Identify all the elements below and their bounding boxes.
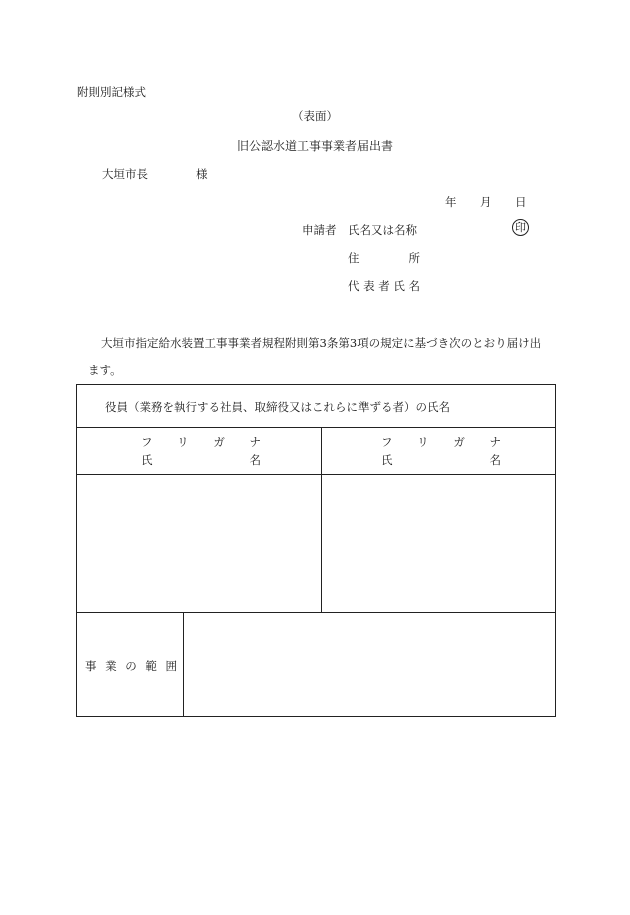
name-header-left	[141, 452, 261, 468]
date-year-label: 年	[445, 195, 457, 209]
furigana-char: ガ	[213, 435, 225, 449]
officer-name-cell-right[interactable]	[322, 475, 555, 611]
side-label: （表面）	[292, 109, 338, 123]
body-text-line2: ます。	[88, 363, 122, 377]
date-month-label: 月	[480, 195, 492, 209]
representative-label-char: 者	[378, 279, 390, 293]
representative-label-char: 表	[363, 279, 375, 293]
seal-mark: 印	[512, 219, 529, 236]
furigana-char: リ	[177, 435, 189, 449]
furigana-char: リ	[417, 435, 429, 449]
representative-label-char: 代	[348, 279, 360, 293]
date-day-label: 日	[515, 195, 527, 209]
furigana-char: ナ	[249, 435, 261, 449]
addressee-name: 大垣市長	[102, 167, 148, 181]
representative-label	[348, 278, 420, 294]
officers-table	[76, 384, 556, 717]
furigana-char: ガ	[453, 435, 465, 449]
business-scope-cell[interactable]	[184, 613, 555, 716]
form-id: 附則別記様式	[77, 85, 146, 99]
name-header-right	[381, 452, 501, 468]
scope-char: 事	[85, 659, 97, 673]
furigana-header-left	[141, 434, 261, 450]
scope-char: 範	[145, 659, 157, 673]
name-header-char: 氏	[381, 453, 393, 467]
address-label-char: 所	[408, 251, 420, 265]
address-label	[348, 250, 420, 266]
scope-char: の	[125, 659, 137, 673]
scope-char: 業	[105, 659, 117, 673]
furigana-header-right	[381, 434, 501, 450]
business-scope-label	[85, 658, 177, 674]
table-divider	[77, 427, 555, 428]
officers-table-header: 役員（業務を執行する社員、取締役又はこれらに準ずる者）の氏名	[105, 400, 450, 414]
applicant-label: 申請者	[302, 223, 337, 237]
address-label-char: 住	[348, 251, 360, 265]
name-header-char: 名	[249, 453, 261, 467]
representative-label-char: 名	[408, 279, 420, 293]
furigana-char: ナ	[489, 435, 501, 449]
officer-name-cell-left[interactable]	[77, 475, 320, 611]
addressee-honorific: 様	[196, 167, 208, 181]
name-header-char: 名	[489, 453, 501, 467]
furigana-char: フ	[141, 435, 153, 449]
furigana-char: フ	[381, 435, 393, 449]
name-header-char: 氏	[141, 453, 153, 467]
document-title: 旧公認水道工事事業者届出書	[236, 139, 393, 153]
scope-char: 囲	[165, 659, 177, 673]
body-text-line1: 大垣市指定給水装置工事事業者規程附則第3条第3項の規定に基づき次のとおり届け出	[101, 336, 542, 350]
representative-label-char: 氏	[393, 279, 405, 293]
applicant-name-label: 氏名又は名称	[348, 223, 417, 237]
